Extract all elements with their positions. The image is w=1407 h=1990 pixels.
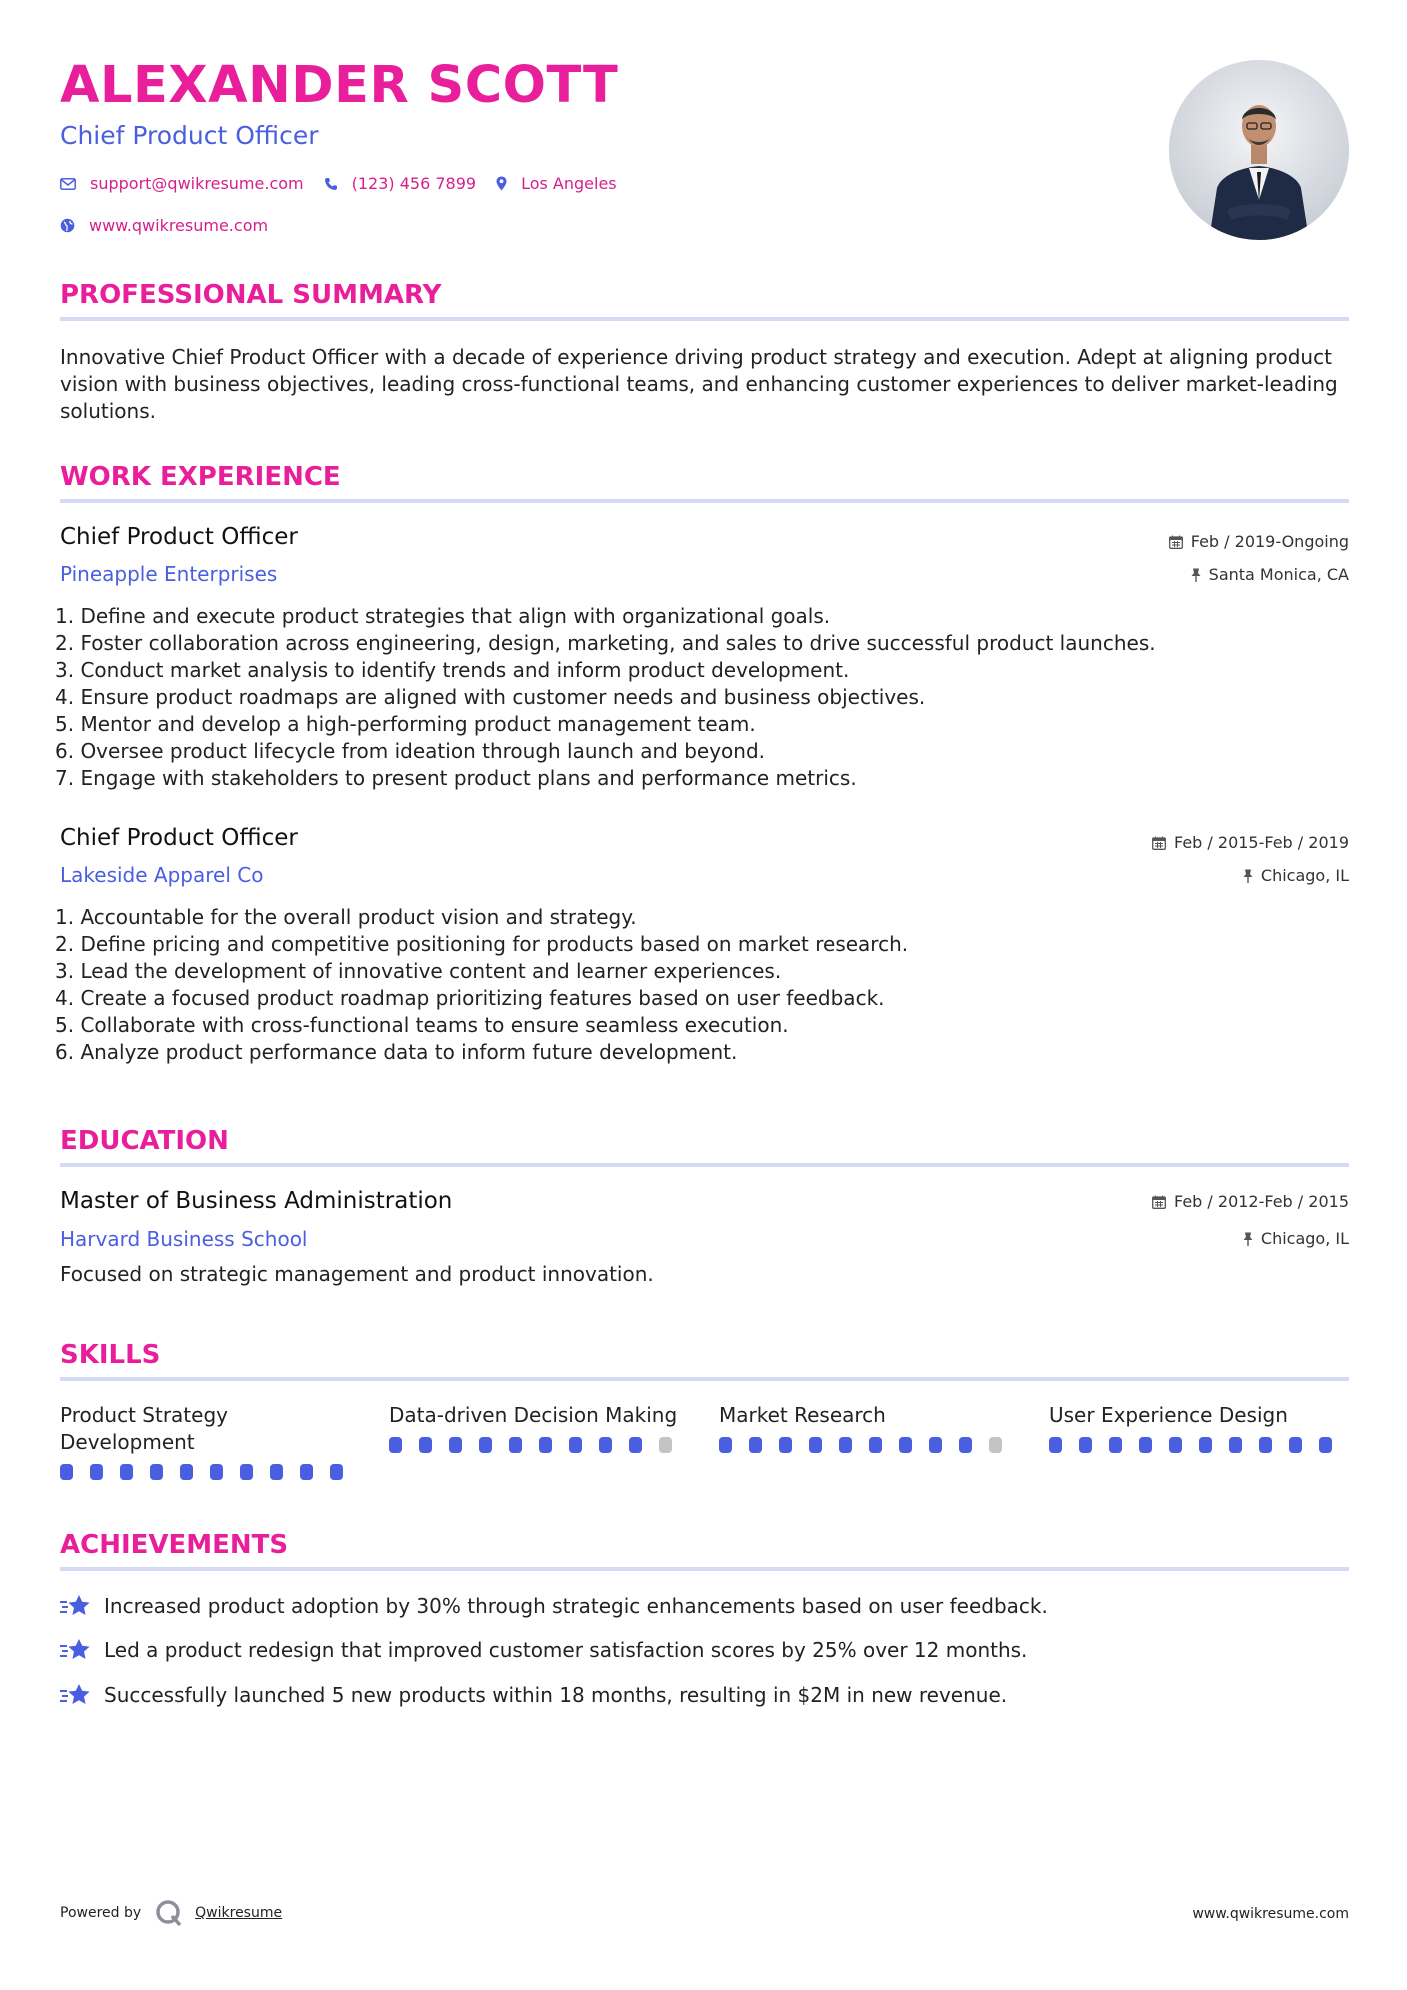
website-row bbox=[60, 216, 288, 235]
rating-dot-filled bbox=[539, 1437, 552, 1453]
summary-section-header bbox=[60, 280, 1349, 310]
candidate-name: ALEXANDER SCOTT bbox=[60, 56, 619, 115]
rating-dot-filled bbox=[719, 1437, 732, 1453]
section-divider bbox=[60, 1567, 1349, 1571]
job-dates bbox=[1169, 532, 1349, 551]
rating-dot-filled bbox=[629, 1437, 642, 1453]
rating-dot-filled bbox=[240, 1464, 253, 1480]
rating-dot-filled bbox=[60, 1464, 73, 1480]
skill-name: Data-driven Decision Making bbox=[389, 1403, 678, 1427]
skills-heading: SKILLS bbox=[60, 1340, 161, 1370]
skill-item bbox=[60, 1402, 360, 1480]
list-item: 5. Mentor and develop a high-performing product management team. bbox=[55, 712, 756, 736]
rating-dot-filled bbox=[779, 1437, 792, 1453]
calendar-icon bbox=[1152, 836, 1166, 850]
experience-heading: WORK EXPERIENCE bbox=[60, 462, 341, 492]
star-badge-icon bbox=[60, 1637, 92, 1663]
skill-item bbox=[1049, 1402, 1349, 1453]
education-dates bbox=[1152, 1192, 1349, 1211]
summary-text: Innovative Chief Product Officer with a decade of experience driving product strategy and execution. Adept at aligning product vision with business objectives, leading cross-functional teams, and enhancing customer experiences to deliver market-leading solutions. bbox=[60, 345, 1338, 423]
job-location bbox=[1243, 866, 1349, 885]
rating-dot-filled bbox=[330, 1464, 343, 1480]
achievement-text: Led a product redesign that improved customer satisfaction scores by 25% over 12 months. bbox=[104, 1638, 1028, 1662]
star-badge-icon bbox=[60, 1593, 92, 1619]
education-description: Focused on strategic management and product innovation. bbox=[60, 1262, 654, 1286]
contact-email[interactable] bbox=[60, 174, 304, 193]
contact-phone[interactable] bbox=[324, 174, 476, 193]
education-location bbox=[1243, 1229, 1349, 1248]
footer-powered-by bbox=[60, 1899, 282, 1927]
qwikresume-link[interactable]: Qwikresume bbox=[195, 1905, 283, 1921]
rating-dot-filled bbox=[899, 1437, 912, 1453]
skill-name: User Experience Design bbox=[1049, 1403, 1288, 1427]
list-item: 6. Oversee product lifecycle from ideation through launch and beyond. bbox=[55, 739, 766, 763]
company-name: Lakeside Apparel Co bbox=[60, 863, 264, 887]
rating-dot-filled bbox=[419, 1437, 432, 1453]
job-dates-text: Feb / 2019-Ongoing bbox=[1190, 532, 1349, 551]
list-item: 1. Accountable for the overall product vision and strategy. bbox=[55, 905, 637, 929]
section-divider bbox=[60, 1377, 1349, 1381]
contact-website[interactable] bbox=[60, 216, 268, 235]
rating-dot-filled bbox=[1229, 1437, 1242, 1453]
company-name: Pineapple Enterprises bbox=[60, 562, 278, 586]
rating-dot-filled bbox=[599, 1437, 612, 1453]
job-dates-text: Feb / 2015-Feb / 2019 bbox=[1174, 833, 1349, 852]
achievement-text: Successfully launched 5 new products within 18 months, resulting in $2M in new revenue. bbox=[104, 1683, 1008, 1707]
rating-dot-filled bbox=[869, 1437, 882, 1453]
calendar-icon bbox=[1152, 1195, 1166, 1209]
rating-dot-empty bbox=[989, 1437, 1002, 1453]
education-section-header bbox=[60, 1126, 1349, 1156]
rating-dot-filled bbox=[210, 1464, 223, 1480]
website-text: www.qwikresume.com bbox=[89, 216, 269, 235]
pushpin-icon bbox=[1243, 1232, 1253, 1246]
education-dates-text: Feb / 2012-Feb / 2015 bbox=[1174, 1192, 1349, 1211]
skill-item bbox=[389, 1402, 689, 1453]
education-heading: EDUCATION bbox=[60, 1126, 229, 1156]
rating-dot-filled bbox=[929, 1437, 942, 1453]
job-responsibilities bbox=[55, 603, 1355, 792]
phone-text: (123) 456 7899 bbox=[351, 174, 477, 193]
email-text: support@qwikresume.com bbox=[90, 174, 304, 193]
achievement-item bbox=[60, 1593, 1048, 1619]
rating-dot-filled bbox=[509, 1437, 522, 1453]
list-item: 4. Ensure product roadmaps are aligned with customer needs and business objectives. bbox=[55, 685, 926, 709]
skill-rating bbox=[60, 1464, 360, 1480]
map-pin-icon bbox=[496, 176, 507, 191]
skill-name: Market Research bbox=[719, 1403, 886, 1427]
list-item: 1. Define and execute product strategies that align with organizational goals. bbox=[55, 604, 831, 628]
achievements-heading: ACHIEVEMENTS bbox=[60, 1530, 289, 1560]
rating-dot-filled bbox=[300, 1464, 313, 1480]
rating-dot-filled bbox=[180, 1464, 193, 1480]
phone-icon bbox=[324, 177, 338, 191]
skill-name: Product Strategy Development bbox=[60, 1403, 228, 1454]
list-item: 3. Conduct market analysis to identify trends and inform product development. bbox=[55, 658, 850, 682]
powered-by-label: Powered by bbox=[60, 1905, 142, 1921]
calendar-icon bbox=[1169, 535, 1183, 549]
list-item: 2. Define pricing and competitive positioning for products based on market research. bbox=[55, 932, 909, 956]
education-location-text: Chicago, IL bbox=[1260, 1229, 1349, 1248]
profile-photo bbox=[1169, 60, 1349, 240]
section-divider bbox=[60, 1163, 1349, 1167]
globe-icon bbox=[60, 218, 75, 233]
list-item: 6. Analyze product performance data to inform future development. bbox=[55, 1040, 738, 1064]
rating-dot-filled bbox=[1259, 1437, 1272, 1453]
list-item: 7. Engage with stakeholders to present product plans and performance metrics. bbox=[55, 766, 857, 790]
job-title: Chief Product Officer bbox=[60, 825, 298, 851]
rating-dot-filled bbox=[1109, 1437, 1122, 1453]
contact-row bbox=[60, 174, 637, 193]
achievements-section-header bbox=[60, 1530, 1349, 1560]
rating-dot-empty bbox=[659, 1437, 672, 1453]
location-text: Los Angeles bbox=[521, 174, 617, 193]
list-item: 3. Lead the development of innovative content and learner experiences. bbox=[55, 959, 782, 983]
pushpin-icon bbox=[1243, 869, 1253, 883]
list-item: 4. Create a focused product roadmap prioritizing features based on user feedback. bbox=[55, 986, 885, 1010]
rating-dot-filled bbox=[1139, 1437, 1152, 1453]
rating-dot-filled bbox=[449, 1437, 462, 1453]
rating-dot-filled bbox=[1319, 1437, 1332, 1453]
list-item: 5. Collaborate with cross-functional teams to ensure seamless execution. bbox=[55, 1013, 789, 1037]
achievement-item bbox=[60, 1637, 1027, 1663]
list-item: 2. Foster collaboration across engineering, design, marketing, and sales to drive successful product launches. bbox=[55, 631, 1156, 655]
rating-dot-filled bbox=[479, 1437, 492, 1453]
rating-dot-filled bbox=[1169, 1437, 1182, 1453]
qwikresume-logo-icon bbox=[155, 1899, 183, 1927]
achievement-text: Increased product adoption by 30% through strategic enhancements based on user feedback. bbox=[104, 1594, 1048, 1618]
rating-dot-filled bbox=[120, 1464, 133, 1480]
envelope-icon bbox=[60, 178, 76, 190]
experience-section-header bbox=[60, 462, 1349, 492]
rating-dot-filled bbox=[809, 1437, 822, 1453]
rating-dot-filled bbox=[1079, 1437, 1092, 1453]
skill-rating bbox=[719, 1437, 1019, 1453]
achievement-item bbox=[60, 1682, 1007, 1708]
candidate-title: Chief Product Officer bbox=[60, 121, 319, 150]
summary-heading: PROFESSIONAL SUMMARY bbox=[60, 280, 442, 310]
rating-dot-filled bbox=[959, 1437, 972, 1453]
skill-rating bbox=[389, 1437, 689, 1453]
rating-dot-filled bbox=[90, 1464, 103, 1480]
star-badge-icon bbox=[60, 1682, 92, 1708]
section-divider bbox=[60, 317, 1349, 321]
section-divider bbox=[60, 499, 1349, 503]
job-location-text: Santa Monica, CA bbox=[1208, 565, 1349, 584]
rating-dot-filled bbox=[150, 1464, 163, 1480]
footer-website[interactable]: www.qwikresume.com bbox=[1192, 1906, 1349, 1922]
avatar-illustration bbox=[1169, 60, 1349, 240]
job-title: Chief Product Officer bbox=[60, 524, 298, 550]
rating-dot-filled bbox=[569, 1437, 582, 1453]
rating-dot-filled bbox=[749, 1437, 762, 1453]
job-location-text: Chicago, IL bbox=[1260, 866, 1349, 885]
rating-dot-filled bbox=[1199, 1437, 1212, 1453]
skill-rating bbox=[1049, 1437, 1349, 1453]
skills-section-header bbox=[60, 1340, 1349, 1370]
degree-title: Master of Business Administration bbox=[60, 1188, 453, 1214]
job-responsibilities bbox=[55, 904, 1355, 1066]
rating-dot-filled bbox=[1289, 1437, 1302, 1453]
job-location bbox=[1191, 565, 1349, 584]
skill-item bbox=[719, 1402, 1019, 1453]
job-dates bbox=[1152, 833, 1349, 852]
school-name: Harvard Business School bbox=[60, 1227, 308, 1251]
rating-dot-filled bbox=[1049, 1437, 1062, 1453]
contact-location bbox=[496, 174, 617, 193]
rating-dot-filled bbox=[839, 1437, 852, 1453]
rating-dot-filled bbox=[389, 1437, 402, 1453]
rating-dot-filled bbox=[270, 1464, 283, 1480]
pushpin-icon bbox=[1191, 568, 1201, 582]
